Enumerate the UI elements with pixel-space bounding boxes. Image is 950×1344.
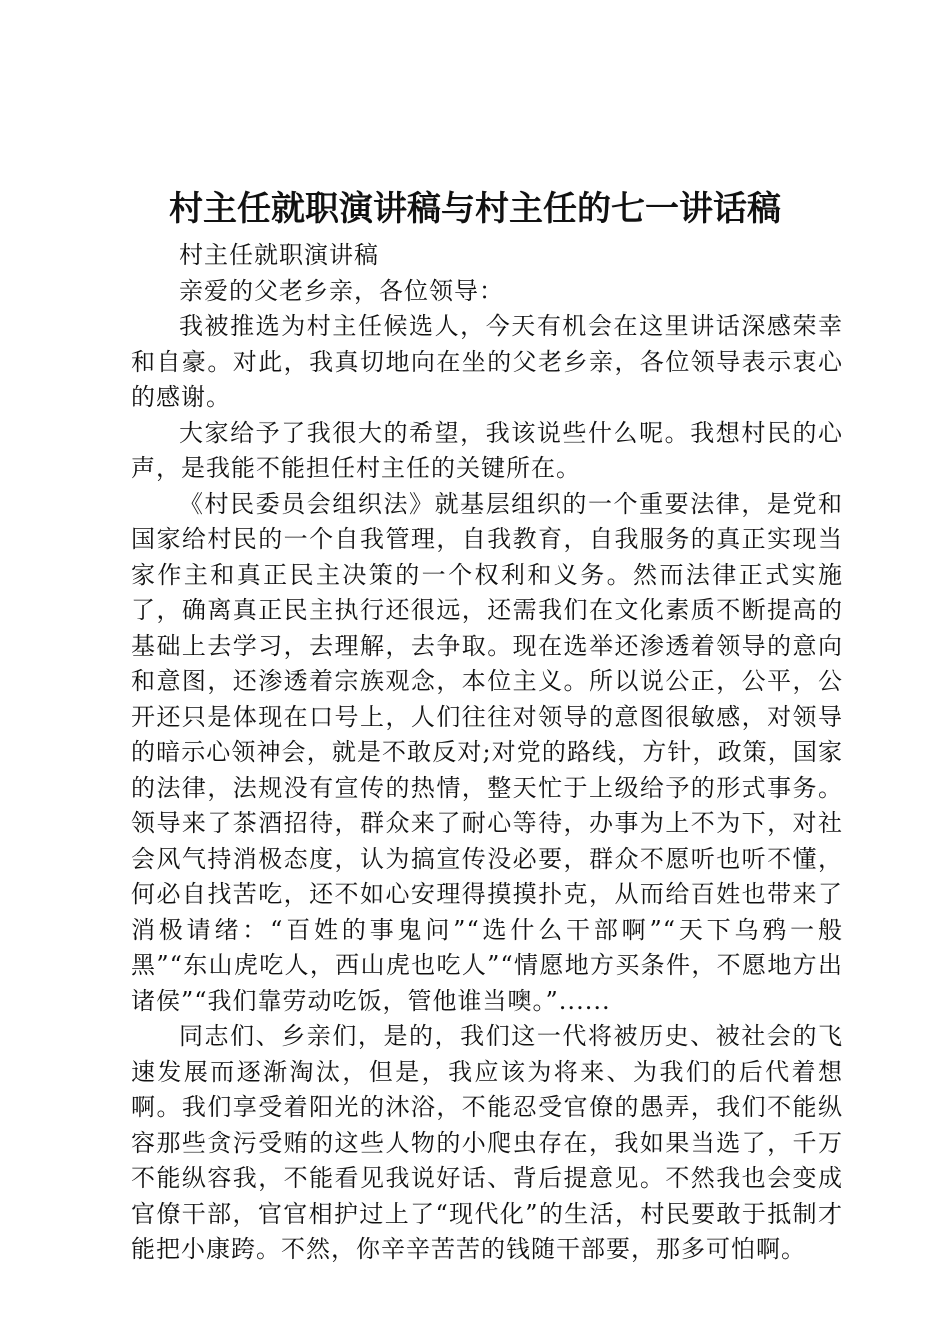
document-title: 村主任就职演讲稿与村主任的七一讲话稿 bbox=[169, 189, 781, 229]
body-paragraph: 同志们、乡亲们，是的，我们这一代将被历史、被社会的飞速发展而逐渐淘汰，但是，我应该为将来、为我们的后代着想啊。我们享受着阳光的沐浴，不能忍受官僚的愚弄，我们不能纵容那些贪污受贿的这些人物的小爬虫存在，我如果当选了，千万不能纵容我，不能看见我说好话、背后提意见。不然我也会变成官僚干部，官官相护过上了“现代化”的生活，村民要敢于抵制才能把小康跨。不然，你辛辛苦苦的钱随干部要，那多可怕啊。 bbox=[131, 1022, 843, 1263]
body-paragraph: 大家给予了我很大的希望，我该说些什么呢。我想村民的心声，是我能不能担任村主任的关键所在。 bbox=[131, 418, 843, 482]
salutation-paragraph: 亲爱的父老乡亲，各位领导： bbox=[179, 276, 504, 305]
document-body bbox=[131, 238, 843, 1268]
subtitle-paragraph: 村主任就职演讲稿 bbox=[179, 241, 379, 269]
body-paragraph: 《村民委员会组织法》就基层组织的一个重要法律，是党和国家给村民的一个自我管理，自我教育，自我服务的真正实现当家作主和真正民主决策的一个权利和义务。然而法律正式实施了，确离真正民主执行还很远，还需我们在文化素质不断提高的基础上去学习，去理解，去争取。现在选举还渗透着领导的意向和意图，还渗透着宗族观念，本位主义。所以说公正，公平，公开还只是体现在口号上，人们往往对领导的意图很敏感，对领导的暗示心领神会，就是不敢反对;对党的路线，方针，政策，国家的法律，法规没有宣传的热情，整天忙于上级给予的形式事务。领导来了茶酒招待，群众来了耐心等待，办事为上不为下，对社会风气持消极态度，认为搞宣传没必要，群众不愿听也听不懂，何必自找苦吃，还不如心安理得摸摸扑克，从而给百姓也带来了消极请绪：“百姓的事鬼问”“选什么干部啊”“天下乌鸦一般黑”“东山虎吃人，西山虎也吃人”“情愿地方买条件，不愿地方出诸侯”“我们靠劳动吃饭，管他谁当噢。”...... bbox=[131, 489, 843, 1015]
body-paragraph: 我被推选为村主任候选人，今天有机会在这里讲话深感荣幸和自豪。对此，我真切地向在坐的父老乡亲，各位领导表示衷心的感谢。 bbox=[131, 312, 843, 411]
